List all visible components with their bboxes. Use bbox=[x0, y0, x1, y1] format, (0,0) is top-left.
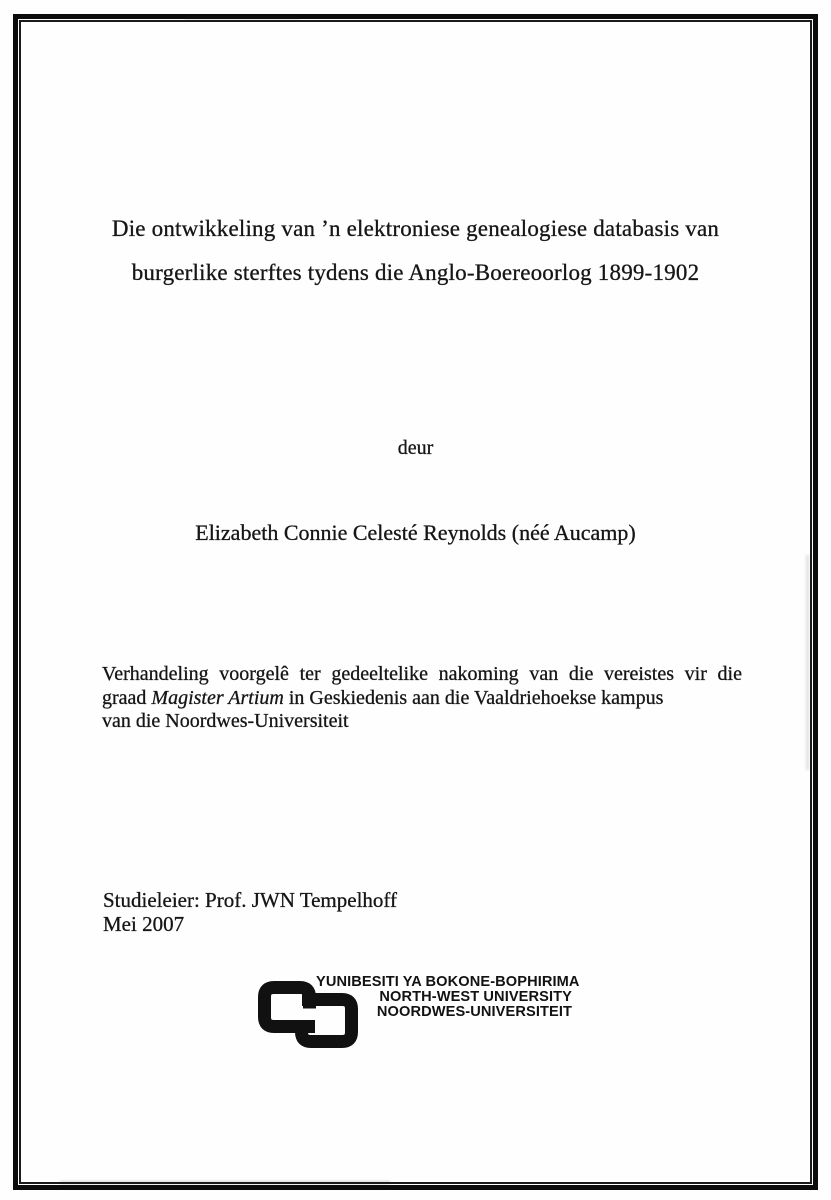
submission-line3: van die Noordwes-Universiteit bbox=[102, 710, 349, 732]
submission-line1: Verhandeling voorgelê ter gedeeltelike nakoming van die vereistes vir die bbox=[102, 663, 742, 685]
date-line: Mei 2007 bbox=[103, 912, 185, 936]
submission-statement bbox=[102, 663, 742, 734]
nwu-logo-line-setswana: YUNIBESITI YA BOKONE-BOPHIRIMA bbox=[316, 974, 580, 990]
submission-line2-post: in Geskiedenis aan die Vaaldriehoekse kampus bbox=[283, 686, 664, 709]
submission-line2 bbox=[102, 687, 742, 711]
supervisor-line: Studieleier: Prof. JWN Tempelhoff bbox=[103, 888, 398, 912]
supervisor-block bbox=[103, 888, 397, 936]
nwu-logo-line-english: NORTH-WEST UNIVERSITY bbox=[379, 989, 572, 1006]
degree-name: Magister Artium bbox=[151, 686, 284, 709]
thesis-title-line2: burgerlike sterftes tydens die Anglo-Boereoorlog 1899-1902 bbox=[131, 260, 700, 285]
nwu-logo-line-afrikaans: NOORDWES-UNIVERSITEIT bbox=[376, 1004, 572, 1021]
byline-label: deur bbox=[397, 437, 434, 459]
thesis-title bbox=[40, 207, 791, 295]
nwu-logo-text bbox=[316, 974, 580, 1021]
author-name: Elizabeth Connie Celesté Reynolds (néé Aucamp) bbox=[195, 520, 636, 545]
thesis-title-line1: Die ontwikkeling van ’n elektroniese genealogiese databasis van bbox=[111, 216, 720, 241]
submission-line2-pre: graad bbox=[102, 686, 152, 709]
